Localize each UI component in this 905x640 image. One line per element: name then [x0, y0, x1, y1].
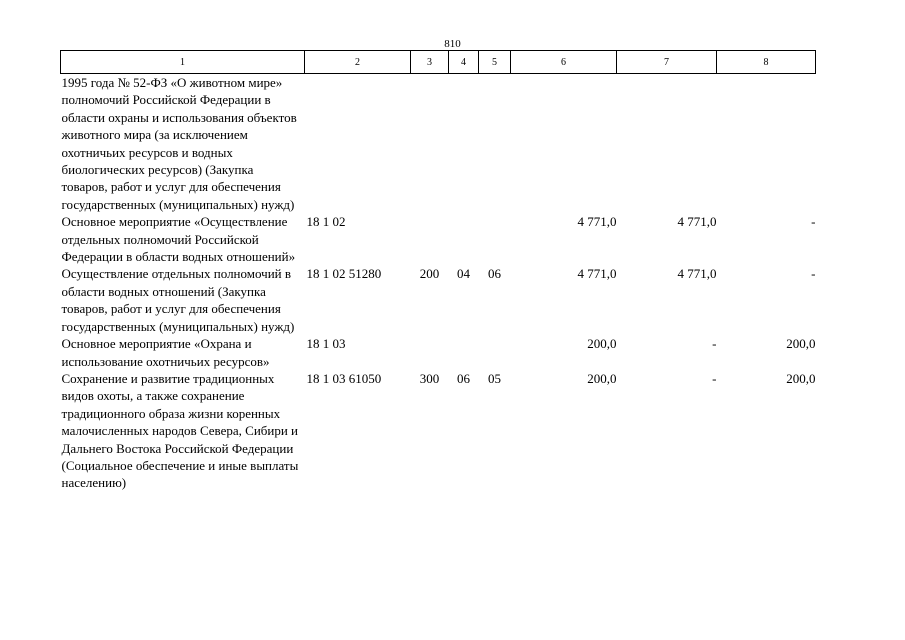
- column-number-header-row: [61, 51, 816, 74]
- row-name: Основное мероприятие «Осуществление отдельных полномочий Российской Федерации в области водных отношений»: [61, 214, 296, 265]
- table-row: [61, 265, 816, 335]
- row-name: 1995 года № 52-ФЗ «О животном мире» полномочий Российской Федерации в области охраны и использования объектов животного мира (за исключением охотничьих ресурсов и водных биологических ресурсов) (Закупка товаров, работ и услуг для обеспечения государственных (муниципальных) нужд): [61, 75, 297, 212]
- row-total: 200,0: [587, 370, 617, 386]
- row-code: 18 1 02 51280: [306, 266, 382, 282]
- row-col8: -: [811, 266, 816, 282]
- table-row: [61, 74, 816, 214]
- row-col8: -: [811, 214, 816, 230]
- row-pr: [479, 335, 511, 370]
- row-rz: [449, 213, 479, 265]
- row-col7: -: [712, 336, 717, 352]
- row-vr: [411, 335, 449, 370]
- column-number-header: 1: [61, 51, 305, 74]
- column-number-header: 8: [717, 51, 816, 74]
- row-code: 18 1 02: [306, 214, 346, 230]
- table-row: [61, 213, 816, 265]
- row-pr: [479, 213, 511, 265]
- table-row: [61, 370, 816, 492]
- row-vr: [411, 213, 449, 265]
- row-code: 18 1 03 61050: [306, 370, 382, 386]
- row-total: 4 771,0: [577, 214, 617, 230]
- row-name: Основное мероприятие «Охрана и использование охотничьих ресурсов»: [61, 336, 270, 369]
- page-number: 810: [444, 38, 461, 50]
- row-pr: [479, 74, 511, 214]
- column-number-header: 2: [305, 51, 411, 74]
- row-col7: 4 771,0: [677, 266, 717, 282]
- row-col8: 200,0: [786, 336, 816, 352]
- row-col7: [617, 74, 717, 214]
- column-number-header: 3: [411, 51, 449, 74]
- row-total: [511, 74, 617, 214]
- column-number-header: 5: [479, 51, 511, 74]
- row-code: 18 1 03: [306, 336, 346, 352]
- row-rz: [449, 335, 479, 370]
- column-number-header: 6: [511, 51, 617, 74]
- row-rz: 06: [457, 370, 470, 386]
- row-rz: [449, 74, 479, 214]
- column-number-header: 4: [449, 51, 479, 74]
- row-vr: [411, 74, 449, 214]
- row-pr: 05: [488, 370, 501, 386]
- table-row: [61, 335, 816, 370]
- row-col8: 200,0: [786, 370, 816, 386]
- row-col8: [717, 74, 816, 214]
- row-rz: 04: [457, 266, 470, 282]
- row-name: Осуществление отдельных полномочий в области водных отношений (Закупка товаров, работ и услуг для обеспечения государственных (муниципальных) нужд): [61, 266, 295, 334]
- row-name: Сохранение и развитие традиционных видов охоты, а также сохранение традиционного образа жизни коренных малочисленных народов Севера, Сибири и Дальнего Востока Российской Федерации (Социальное обеспечение и иные выплаты населению): [61, 370, 299, 491]
- row-total: 200,0: [587, 336, 617, 352]
- row-code: [305, 74, 411, 214]
- row-col7: -: [712, 370, 717, 386]
- budget-table: [60, 50, 816, 492]
- column-number-header: 7: [617, 51, 717, 74]
- row-vr: 300: [419, 370, 440, 386]
- row-vr: 200: [419, 266, 440, 282]
- row-total: 4 771,0: [577, 266, 617, 282]
- row-col7: 4 771,0: [677, 214, 717, 230]
- row-pr: 06: [488, 266, 501, 282]
